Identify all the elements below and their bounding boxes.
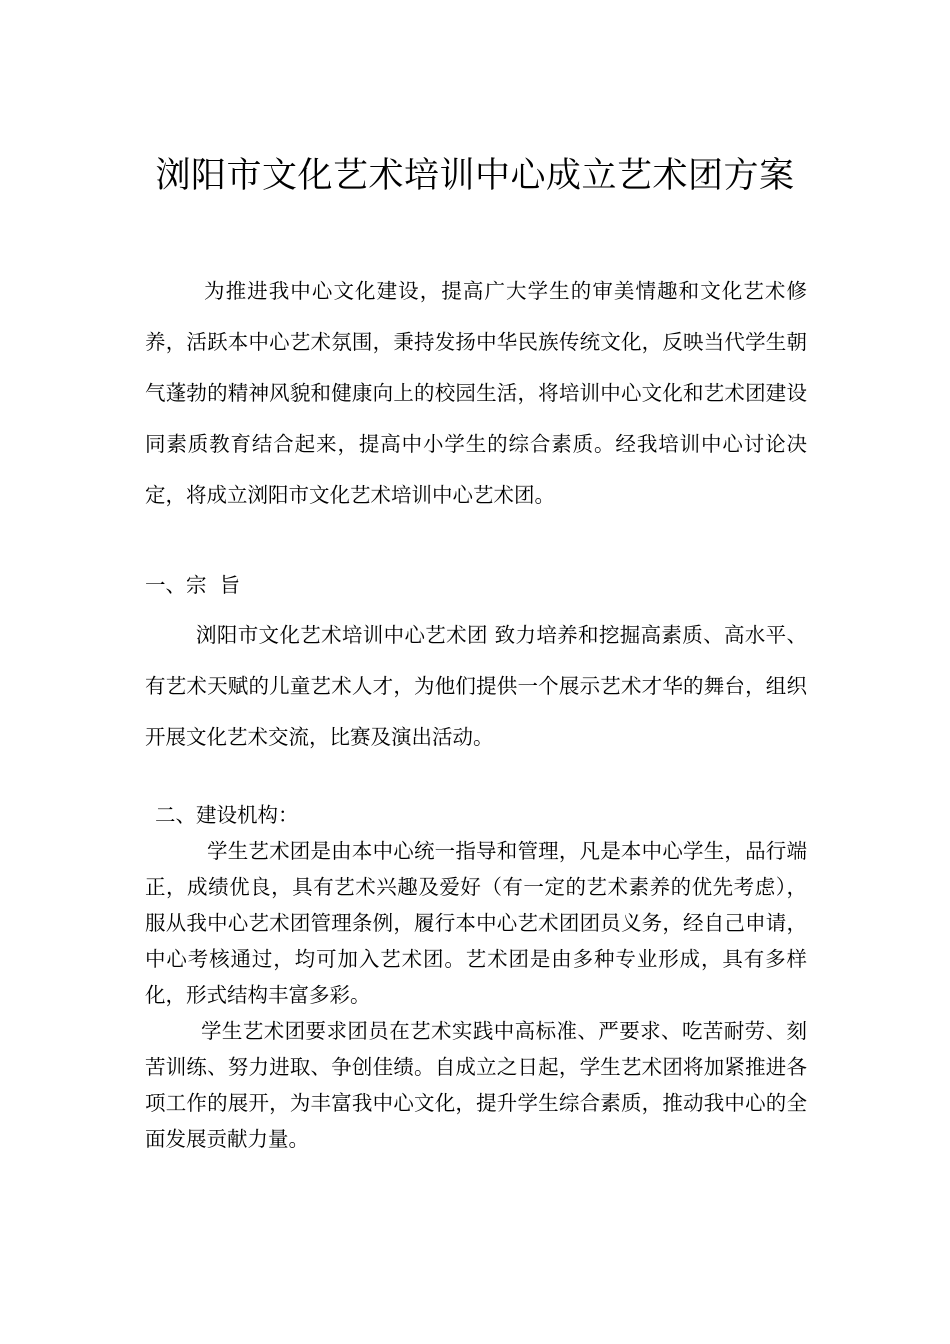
section-heading-purpose: 一、宗 旨 xyxy=(145,573,241,597)
organization-paragraph-1: 学生艺术团是由本中心统一指导和管理，凡是本中心学生，品行端正，成绩优良，具有艺术兴趣及爱好（有一定的艺术素养的优先考虑），服从我中心艺术团管理条例，履行本中心艺术团团员义务，经自己申请，中心考核通过，均可加入艺术团。艺术团是由多种专业形成，具有多样化，形式结构丰富多彩。 xyxy=(145,839,807,1007)
intro-paragraph: 为推进我中心文化建设，提高广大学生的审美情趣和文化艺术修养，活跃本中心艺术氛围，秉持发扬中华民族传统文化，反映当代学生朝气蓬勃的精神风貌和健康向上的校园生活，将培训中心文化和艺术团建设同素质教育结合起来，提高中小学生的综合素质。经我培训中心讨论决定，将成立浏阳市文化艺术培训中心艺术团。 xyxy=(145,279,807,507)
document-title: 浏阳市文化艺术培训中心成立艺术团方案 xyxy=(155,156,795,196)
purpose-paragraph: 浏阳市文化艺术培训中心艺术团 致力培养和挖掘高素质、高水平、有艺术天赋的儿童艺术人才，为他们提供一个展示艺术才华的舞台，组织开展文化艺术交流，比赛及演出活动。 xyxy=(145,623,807,749)
section-heading-organization: 二、建设机构： xyxy=(155,803,299,827)
organization-paragraph-2: 学生艺术团要求团员在艺术实践中高标准、严要求、吃苦耐劳、刻苦训练、努力进取、争创佳绩。自成立之日起，学生艺术团将加紧推进各项工作的展开，为丰富我中心文化，提升学生综合素质，推动我中心的全面发展贡献力量。 xyxy=(145,1019,807,1151)
